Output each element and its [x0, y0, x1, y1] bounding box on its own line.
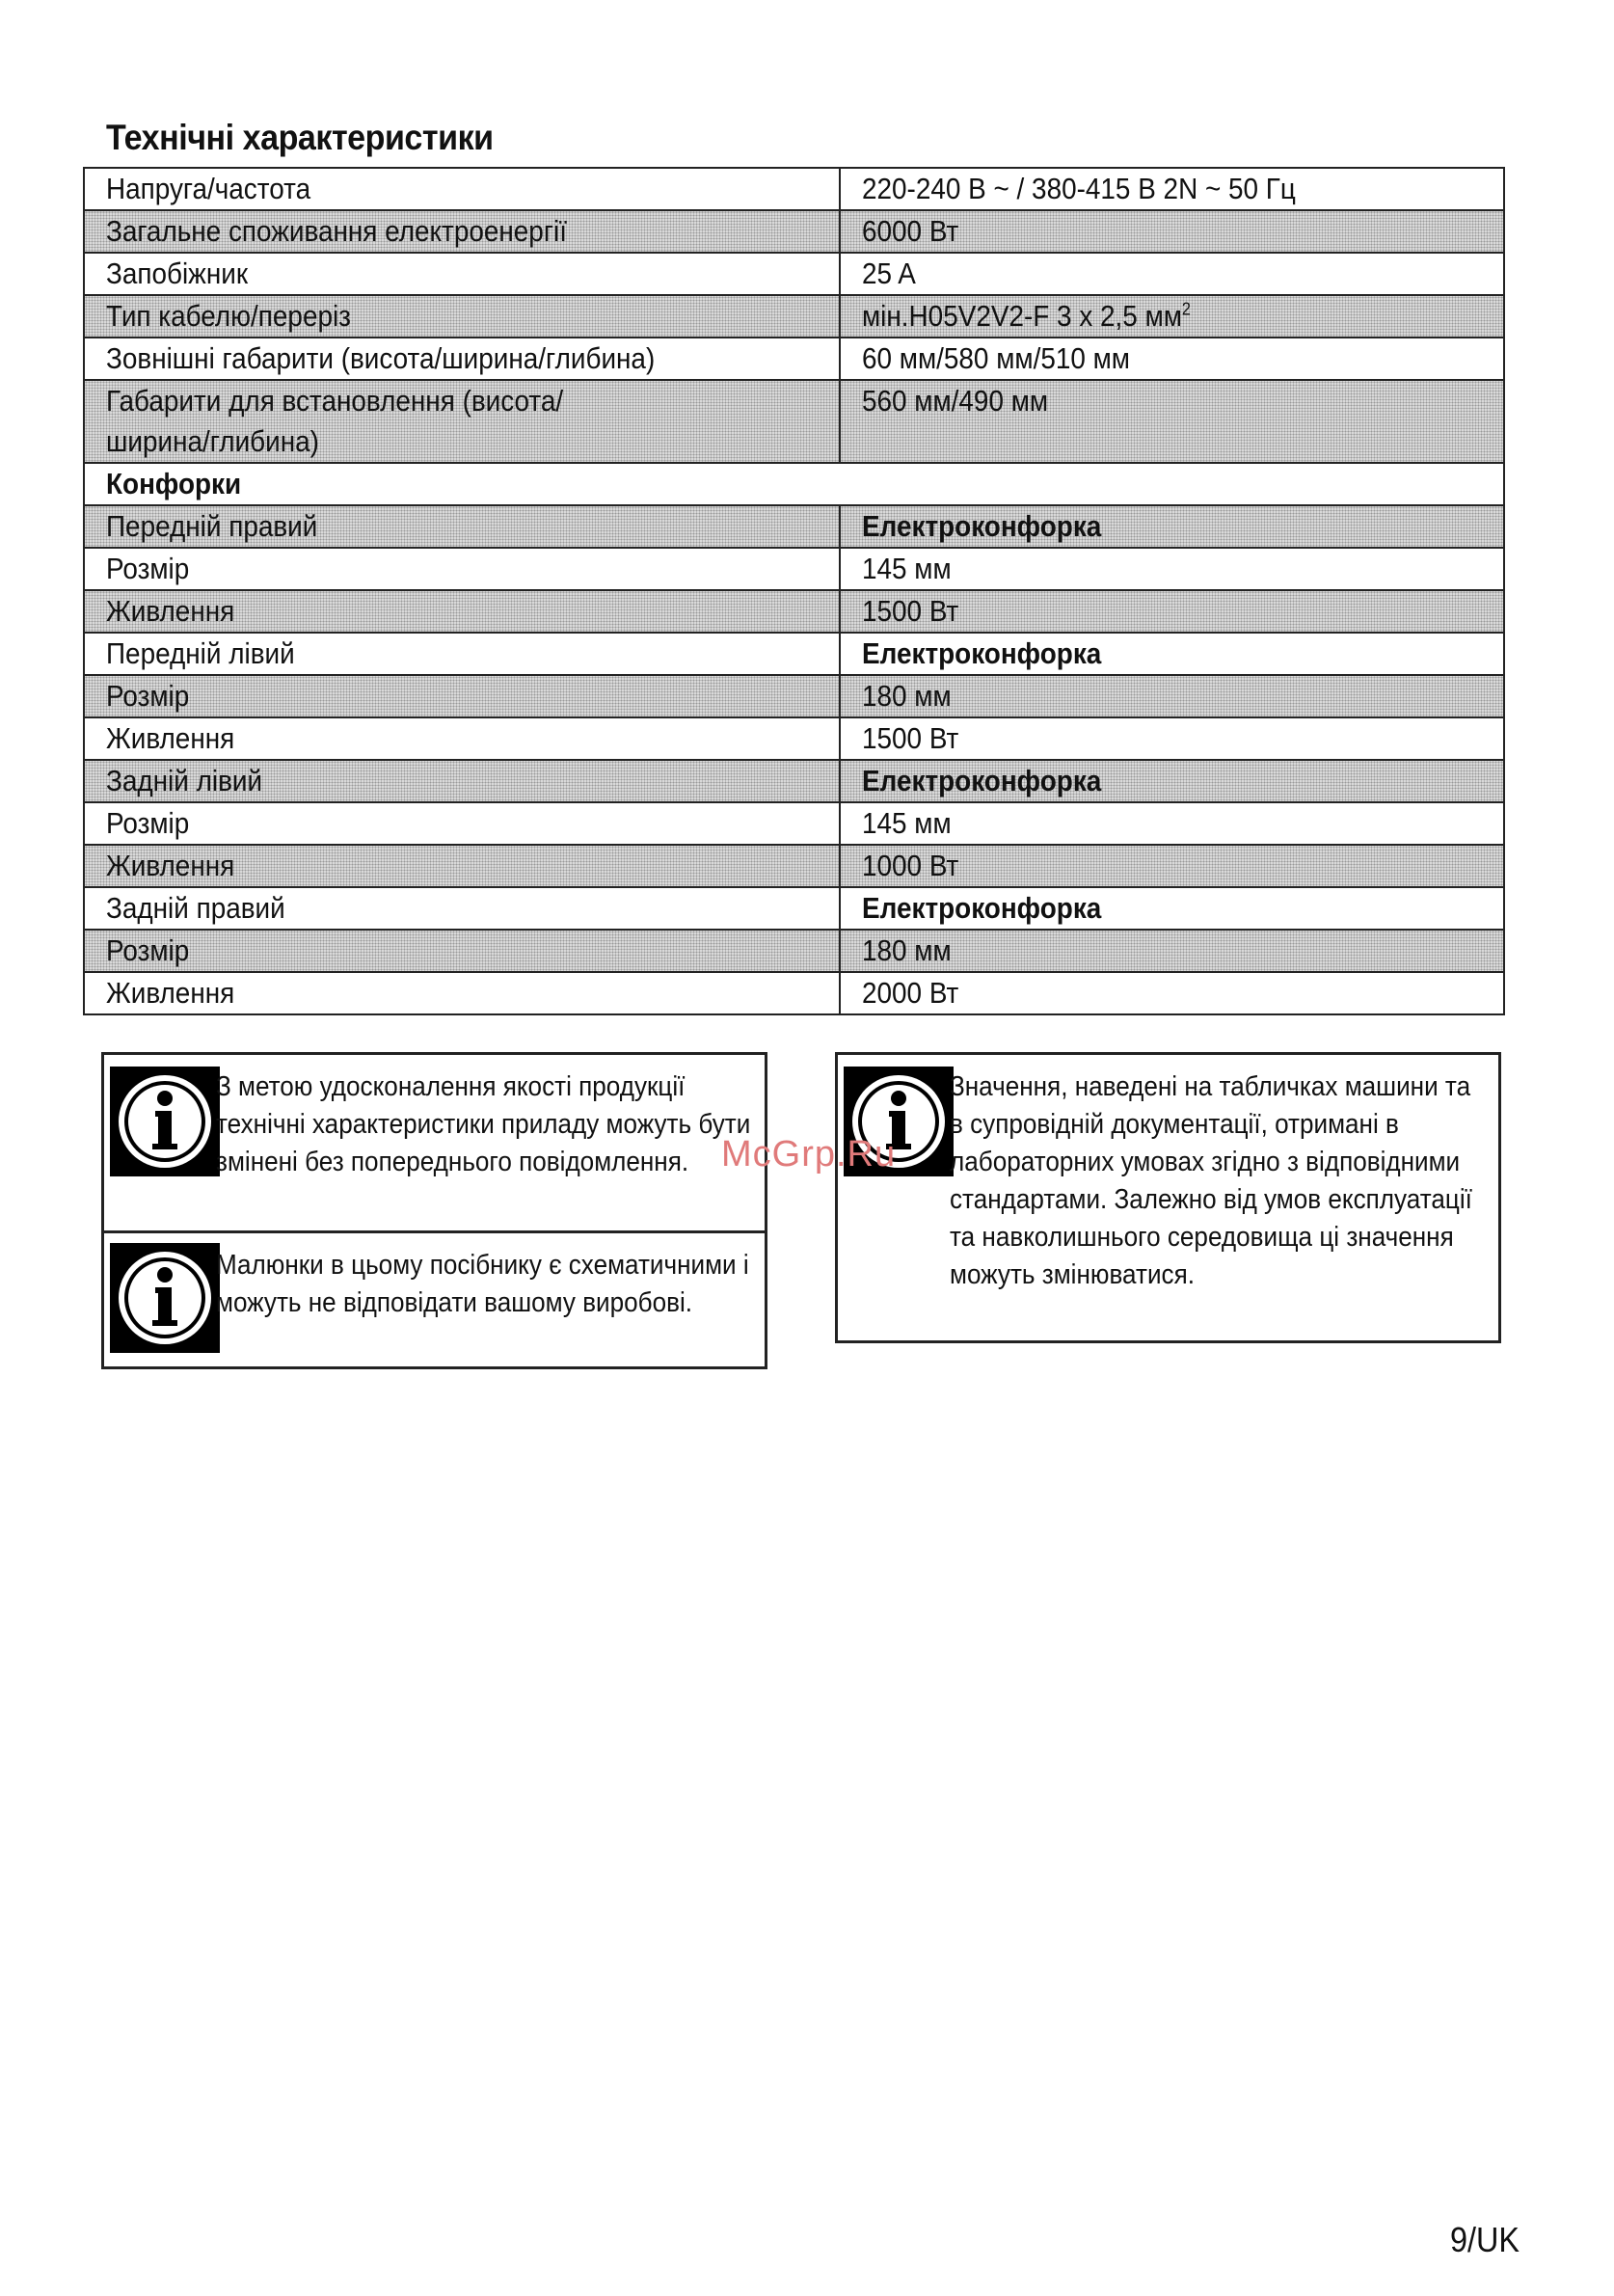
- table-row: [84, 590, 1504, 633]
- spec-value: мін.H05V2V2-F 3 x 2,5 $мм^2$: [840, 295, 1504, 338]
- info-note: [104, 1230, 765, 1366]
- spec-label: Розмір: [84, 930, 840, 972]
- spec-label: Зовнішні габарити (висота/ширина/глибина): [84, 338, 840, 380]
- table-row: [84, 253, 1504, 295]
- spec-label: Загальне споживання електроенергії: [84, 210, 840, 253]
- spec-value: 145 мм: [840, 548, 1504, 590]
- table-row: [84, 972, 1504, 1014]
- spec-value: Електроконфорка: [840, 760, 1504, 802]
- spec-value: Електроконфорка: [840, 633, 1504, 675]
- page-title: Технічні характеристики: [106, 118, 494, 157]
- spec-label: Передній лівий: [84, 633, 840, 675]
- table-row: [84, 845, 1504, 887]
- spec-label: Живлення: [84, 972, 840, 1014]
- table-row: [84, 760, 1504, 802]
- spec-value: 220-240 В ~ / 380-415 В 2N ~ 50 Гц: [840, 168, 1504, 210]
- spec-label: Тип кабелю/переріз: [84, 295, 840, 338]
- spec-label: Запобіжник: [84, 253, 840, 295]
- spec-value: 60 мм/580 мм/510 мм: [840, 338, 1504, 380]
- table-row: [84, 210, 1504, 253]
- table-row: [84, 802, 1504, 845]
- spec-value: 180 мм: [840, 675, 1504, 717]
- info-note-box-left: [101, 1052, 767, 1369]
- spec-value: 6000 Вт: [840, 210, 1504, 253]
- table-section-row: [84, 463, 1504, 505]
- info-note-text: З метою удосконалення якості продукції технічні характеристики приладу можуть бути змінені без попереднього повідомлення.: [216, 1071, 751, 1177]
- info-note-box-right: [835, 1052, 1501, 1343]
- spec-value: 560 мм/490 мм: [840, 380, 1504, 463]
- spec-label: Розмір: [84, 802, 840, 845]
- info-note: [104, 1055, 765, 1230]
- table-row: [84, 168, 1504, 210]
- spec-label: Живлення: [84, 845, 840, 887]
- section-heading: Конфорки: [84, 463, 1504, 505]
- spec-label: Живлення: [84, 590, 840, 633]
- info-note-text: Малюнки в цьому посібнику є схематичними і можуть не відповідати вашому виробові.: [216, 1250, 749, 1318]
- watermark: McGrp.Ru: [721, 1134, 897, 1175]
- table-row: [84, 295, 1504, 338]
- spec-value: 1500 Вт: [840, 717, 1504, 760]
- info-note: [838, 1055, 1498, 1340]
- table-row: [84, 633, 1504, 675]
- specifications-table: [83, 167, 1505, 1015]
- table-row: [84, 380, 1504, 463]
- spec-label: Задній лівий: [84, 760, 840, 802]
- spec-label: Живлення: [84, 717, 840, 760]
- table-row: [84, 887, 1504, 930]
- table-row: [84, 930, 1504, 972]
- spec-value: Електроконфорка: [840, 505, 1504, 548]
- spec-value: Електроконфорка: [840, 887, 1504, 930]
- spec-value: 2000 Вт: [840, 972, 1504, 1014]
- info-icon: [110, 1067, 220, 1176]
- spec-label: Розмір: [84, 675, 840, 717]
- spec-label: Передній правий: [84, 505, 840, 548]
- spec-value: 145 мм: [840, 802, 1504, 845]
- info-note-text: Значення, наведені на табличках машини та в супровідній документації, отримані в лабораторних умовах згідно з відповідними стандартами. Залежно від умов експлуатації та навколишнього середовища ці значення можуть змінюватися.: [950, 1071, 1472, 1290]
- table-row: [84, 338, 1504, 380]
- spec-value: 180 мм: [840, 930, 1504, 972]
- spec-value: 25 A: [840, 253, 1504, 295]
- spec-label: Задній правий: [84, 887, 840, 930]
- table-row: [84, 505, 1504, 548]
- page-number: 9/UK: [1449, 2220, 1520, 2259]
- spec-label: Напруга/частота: [84, 168, 840, 210]
- spec-label: Габарити для встановлення (висота/ширина/глибина): [84, 380, 840, 463]
- spec-value: 1500 Вт: [840, 590, 1504, 633]
- spec-value: 1000 Вт: [840, 845, 1504, 887]
- info-icon: [110, 1243, 220, 1353]
- table-row: [84, 675, 1504, 717]
- table-row: [84, 717, 1504, 760]
- spec-label: Розмір: [84, 548, 840, 590]
- table-row: [84, 548, 1504, 590]
